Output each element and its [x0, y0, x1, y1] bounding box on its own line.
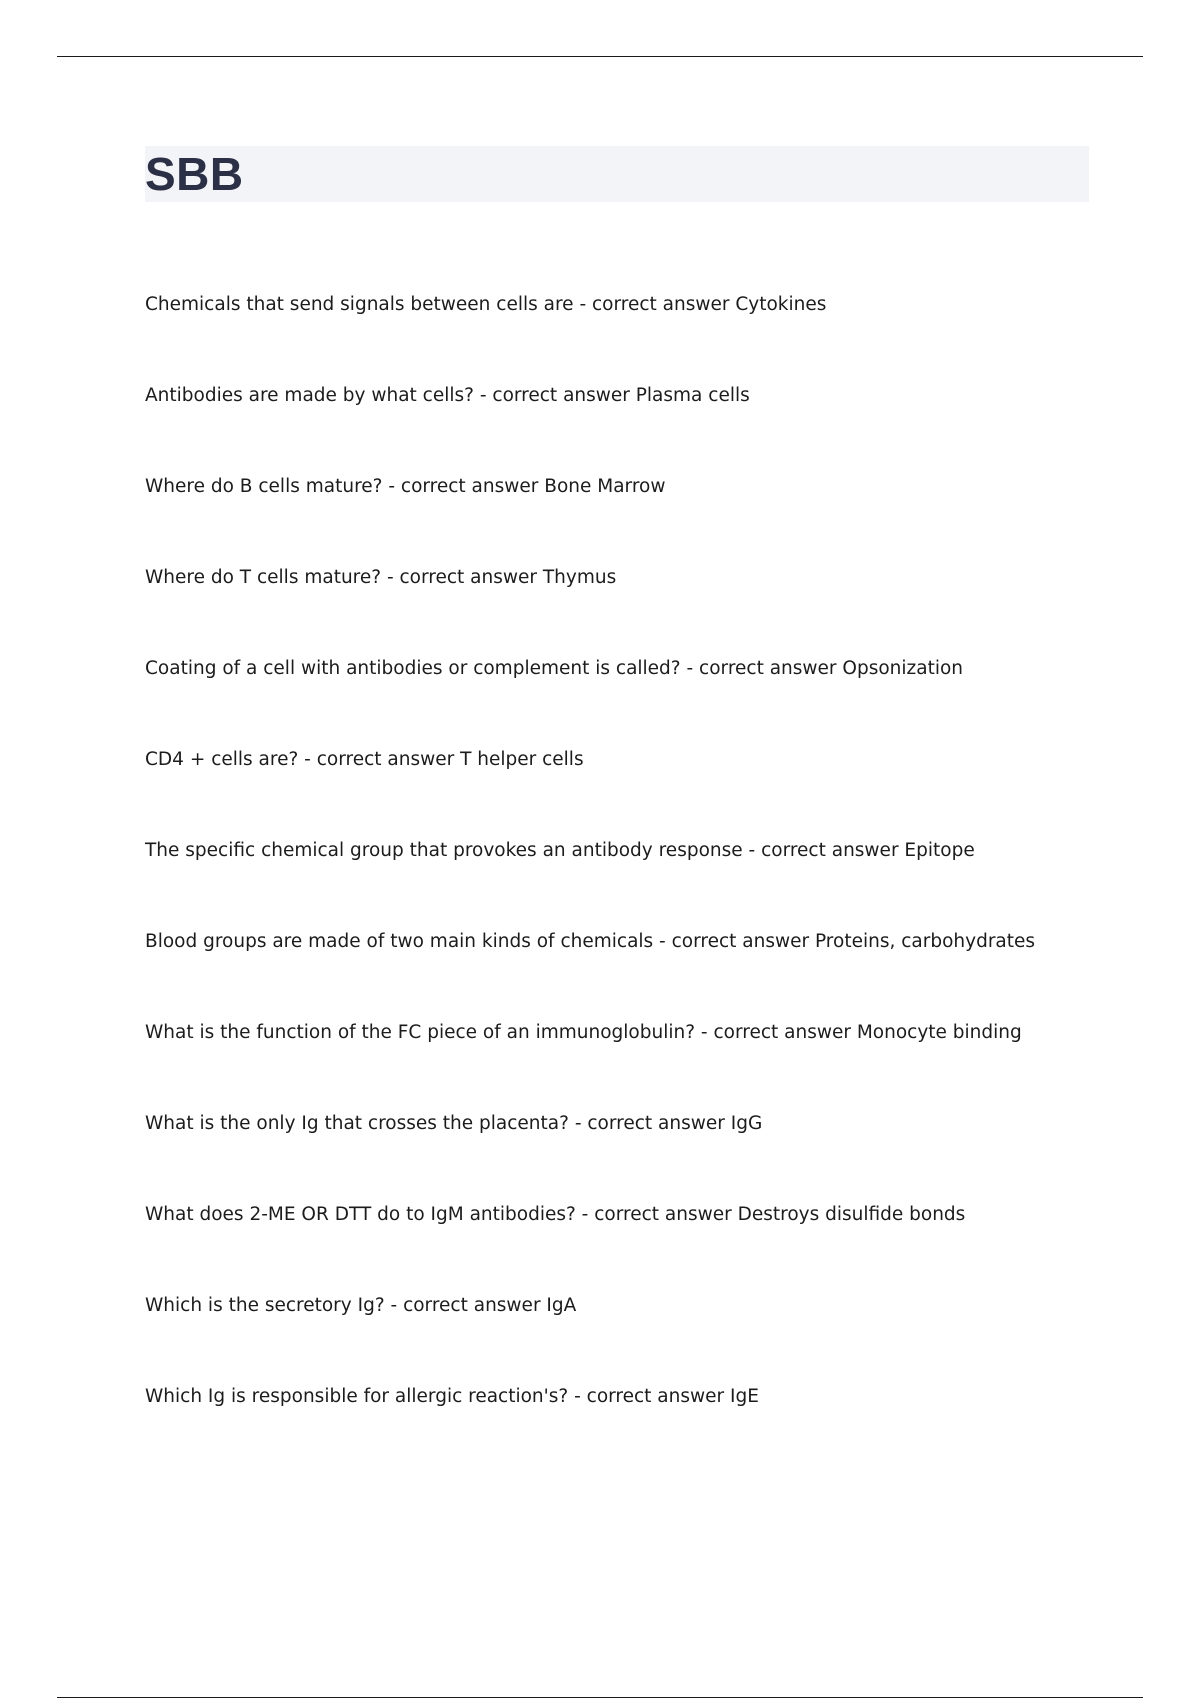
qa-item: The specific chemical group that provokes an antibody response - correct answer Epitope	[145, 840, 975, 861]
qa-item: Which Ig is responsible for allergic reaction's? - correct answer IgE	[145, 1386, 759, 1407]
qa-item: What does 2-ME OR DTT do to IgM antibodies? - correct answer Destroys disulfide bonds	[145, 1204, 966, 1225]
qa-item: Coating of a cell with antibodies or complement is called? - correct answer Opsonization	[145, 658, 964, 679]
qa-item: Which is the secretory Ig? - correct answer IgA	[145, 1295, 577, 1316]
qa-list	[145, 292, 1105, 1475]
document-title: SBB	[145, 148, 244, 200]
qa-item: Blood groups are made of two main kinds of chemicals - correct answer Proteins, carbohydrates	[145, 931, 1036, 952]
qa-item: CD4 + cells are? - correct answer T helper cells	[145, 749, 584, 770]
qa-item: Where do B cells mature? - correct answer Bone Marrow	[145, 476, 666, 497]
bottom-rule	[57, 1697, 1143, 1698]
qa-item: Antibodies are made by what cells? - correct answer Plasma cells	[145, 385, 750, 406]
qa-item: Chemicals that send signals between cells are - correct answer Cytokines	[145, 294, 827, 315]
top-rule	[57, 56, 1143, 57]
qa-item: What is the only Ig that crosses the placenta? - correct answer IgG	[145, 1113, 763, 1134]
qa-item: Where do T cells mature? - correct answer Thymus	[145, 567, 617, 588]
qa-item: What is the function of the FC piece of an immunoglobulin? - correct answer Monocyte binding	[145, 1022, 1022, 1043]
title-band	[145, 146, 1089, 202]
